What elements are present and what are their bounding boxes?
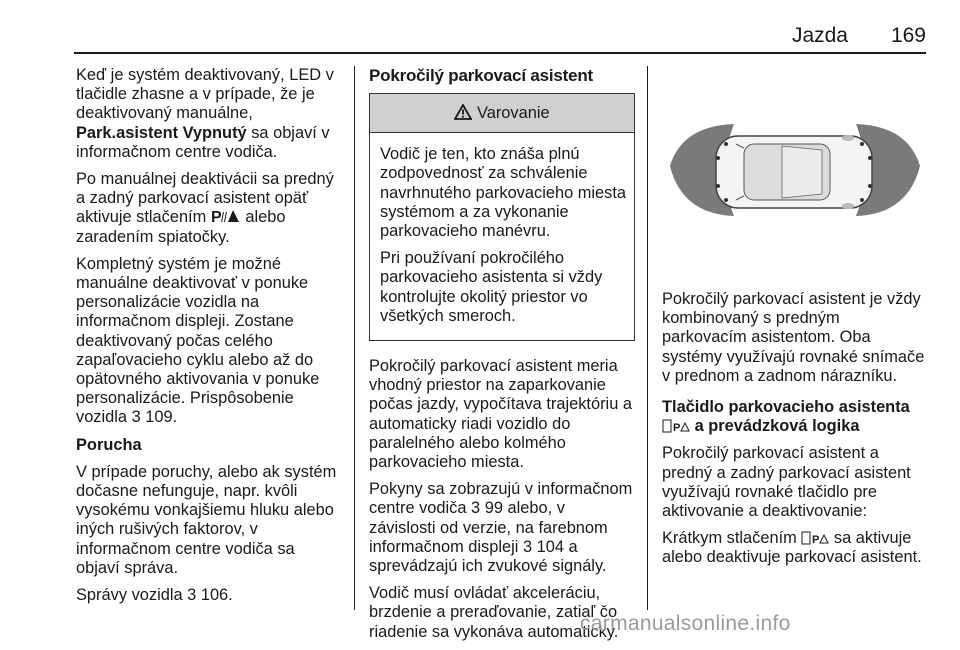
warning-triangle-icon <box>454 104 472 120</box>
page-reference[interactable]: 3 104 <box>522 537 564 556</box>
paragraph: Pokročilý parkovací asistent a predný a zadný parkovací asistent využívajú rovnaké tlačidlo pre aktivovanie a deaktivovanie: <box>662 444 911 521</box>
page-reference[interactable]: 3 99 <box>471 499 503 518</box>
paragraph: Správy vozidla 3 106. <box>76 586 233 605</box>
page-header <box>74 22 926 50</box>
paragraph: Pri používaní pokročilého parkovacieho asistenta si vždy kontrolujte okolitý priestor vo všetkých smeroch. <box>380 249 603 325</box>
paragraph: Keď je systém deaktivovaný, LED v tlačidle zhasne a v prípade, že je deaktivovaný manuálne, Park.asistent Vypnutý sa objaví v informačnom centre vodiča. <box>76 66 334 161</box>
paragraph: Vodič musí ovládať akceleráciu, brzdenie a preraďovanie, zatiaľ čo riadenie sa vykonáva automaticky. <box>369 584 619 641</box>
warning-body <box>370 133 634 340</box>
paragraph: Po manuálnej deaktivácii sa predný a zadný parkovací asistent opäť aktivuje stlačením P alebo zaradením spiatočky. <box>76 170 334 246</box>
section-heading: Porucha <box>76 435 142 454</box>
parking-assist-icon <box>801 531 829 545</box>
parking-assist-icon <box>662 419 690 433</box>
page-reference[interactable]: 3 109. <box>131 408 178 427</box>
warning-label: Varovanie <box>476 104 550 123</box>
paragraph: Pokročilý parkovací asistent je vždy kombinovaný s predným parkovacím asistentom. Oba systémy využívajú rovnaké snímače v prednom a zadnom nárazníku. <box>662 290 925 385</box>
section-title: Pokročilý parkovací asistent <box>369 66 594 85</box>
header-rule <box>74 52 926 54</box>
section-heading: Tlačidlo parkovacieho asistenta P a prevádzková logika <box>662 398 910 436</box>
paragraph: Kompletný systém je možné manuálne deaktivovať v ponuke personalizácie vozidla na informačnom displeji. Zostane deaktivovaný počas celého zapaľovacieho cyklu alebo až do opätovného aktivovania v ponuke personalizácie. Prispôsobenie vozidla 3 109. <box>76 254 320 427</box>
warning-box <box>369 93 635 341</box>
parking-assist-icon <box>211 208 241 224</box>
chapter-title: Jazda <box>791 24 848 47</box>
paragraph: Pokyny sa zobrazujú v informačnom centre vodiča 3 99 alebo, v závislosti od verzie, na farebnom informačnom displeji 3 104 a sprevádzajú ich zvukové signály. <box>369 480 633 576</box>
column-divider-1 <box>354 66 355 610</box>
car-sensor-diagram <box>662 66 928 276</box>
page-reference[interactable]: 3 106. <box>187 586 233 605</box>
warning-header <box>370 94 634 133</box>
paragraph: Pokročilý parkovací asistent meria vhodný priestor na zaparkovanie počas jazdy, vypočítava trajektóriu a automaticky riadi vozidlo do paralelného alebo kolmého parkovacieho miesta. <box>369 357 632 472</box>
paragraph: Krátkym stlačením P sa aktivuje alebo deaktivuje parkovací asistent. <box>662 529 922 567</box>
column-1 <box>76 66 342 613</box>
column-2 <box>369 66 635 650</box>
svg-text:P: P <box>210 209 222 225</box>
svg-text:P: P <box>812 534 820 546</box>
column-divider-2 <box>647 66 648 610</box>
page-number: 169 <box>890 24 926 47</box>
watermark: carmanualsonline.info <box>580 612 791 635</box>
svg-text:P: P <box>673 422 681 434</box>
status-message: Park.asistent Vypnutý <box>76 123 247 142</box>
paragraph: Vodič je ten, kto znáša plnú zodpovednosť za schválenie navrhnutého parkovacieho miesta systémom a za vykonanie parkovacieho manévru. <box>380 145 627 241</box>
column-3 <box>662 66 928 576</box>
paragraph: V prípade poruchy, alebo ak systém dočasne nefunguje, napr. kvôli vysokému vonkajšiemu hluku alebo iných rušivých faktorov, v informačnom centre vodiča sa objaví správa. <box>76 462 337 577</box>
